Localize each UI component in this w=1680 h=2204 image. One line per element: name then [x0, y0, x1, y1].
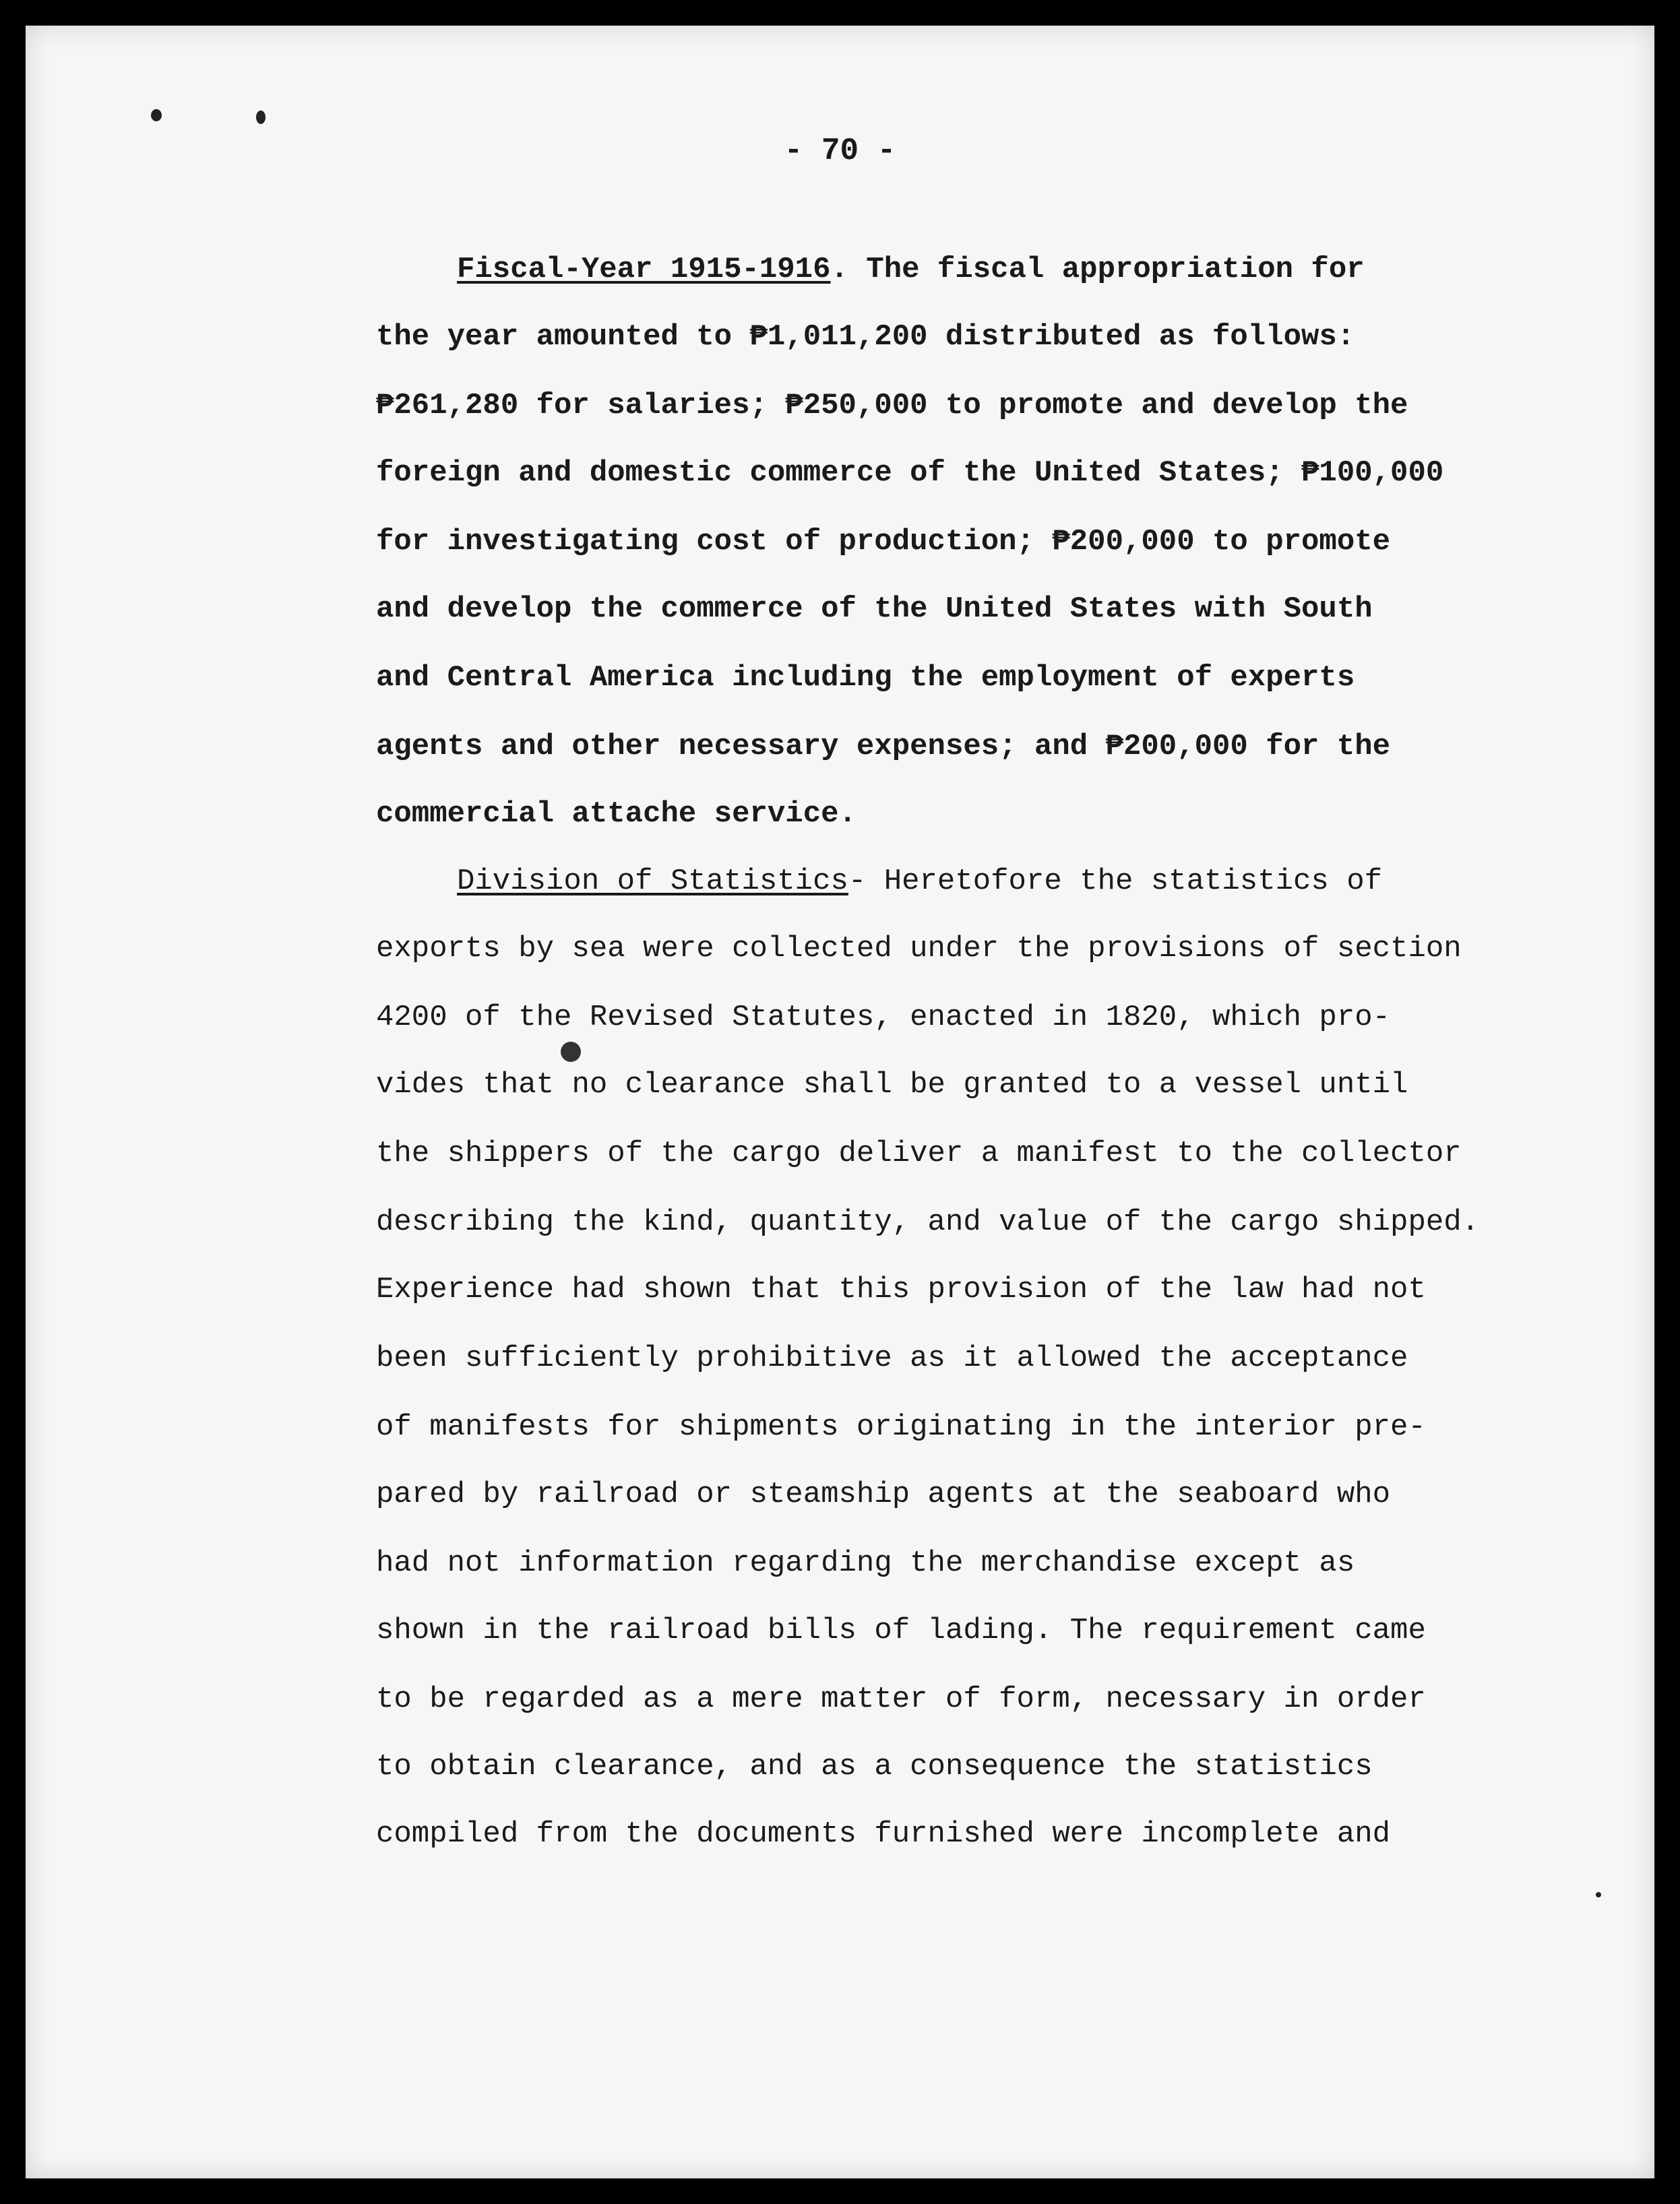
fiscal-year-heading: Fiscal-Year 1915-1916 [457, 253, 831, 286]
section2-line-11: had not information regarding the merchandise except as [376, 1546, 1355, 1580]
punch-mark-left [151, 109, 162, 121]
punch-mark-right [256, 111, 266, 124]
section1-line-4: foreign and domestic commerce of the United States; ₱100,000 [376, 456, 1444, 490]
section1-line-3: ₱261,280 for salaries; ₱250,000 to promote and develop the [376, 389, 1408, 422]
section2-line-3: 4200 of the Revised Statutes, enacted in 1820, which pro- [376, 1001, 1391, 1034]
division-of-statistics-heading: Division of Statistics [457, 864, 848, 898]
section1-line-2: the year amounted to ₱1,011,200 distributed as follows: [376, 320, 1355, 354]
section2-line-14: to obtain clearance, and as a consequence the statistics [376, 1750, 1373, 1784]
section2-line-15: compiled from the documents furnished were incomplete and [376, 1817, 1391, 1851]
section1-line-7: and Central America including the employment of experts [376, 661, 1355, 695]
section2-line-6: describing the kind, quantity, and value of the cargo shipped. [376, 1205, 1480, 1239]
edge-mark [1596, 1892, 1601, 1897]
page-number: - 70 - [784, 133, 896, 168]
ink-blot [561, 1042, 581, 1062]
section2-line-13: to be regarded as a mere matter of form, necessary in order [376, 1682, 1426, 1716]
section2-line-10: pared by railroad or steamship agents at the seaboard who [376, 1478, 1391, 1511]
section2-line-7: Experience had shown that this provision of the law had not [376, 1273, 1426, 1306]
section1-line-5: for investigating cost of production; ₱200,000 to promote [376, 525, 1391, 559]
section2-line-5: the shippers of the cargo deliver a manifest to the collector [376, 1137, 1462, 1170]
section2-line-12: shown in the railroad bills of lading. The requirement came [376, 1614, 1426, 1647]
section1-line-1 [457, 249, 1365, 290]
section2-line-8: been sufficiently prohibitive as it allowed the acceptance [376, 1342, 1408, 1375]
section2-line-1 [457, 861, 1382, 902]
section1-line-8: agents and other necessary expenses; and ₱200,000 for the [376, 730, 1391, 763]
section1-line-6: and develop the commerce of the United States with South [376, 592, 1373, 626]
section2-line-2: exports by sea were collected under the provisions of section [376, 932, 1462, 966]
section2-line-4: vides that no clearance shall be granted to a vessel until [376, 1068, 1408, 1102]
document-page [26, 26, 1654, 2178]
section1-line-1-text: . The fiscal appropriation for [830, 253, 1365, 286]
section2-line-9: of manifests for shipments originating in the interior pre- [376, 1410, 1426, 1444]
section1-line-9: commercial attache service. [376, 797, 857, 831]
section2-line-1-text: - Heretofore the statistics of [848, 864, 1383, 898]
